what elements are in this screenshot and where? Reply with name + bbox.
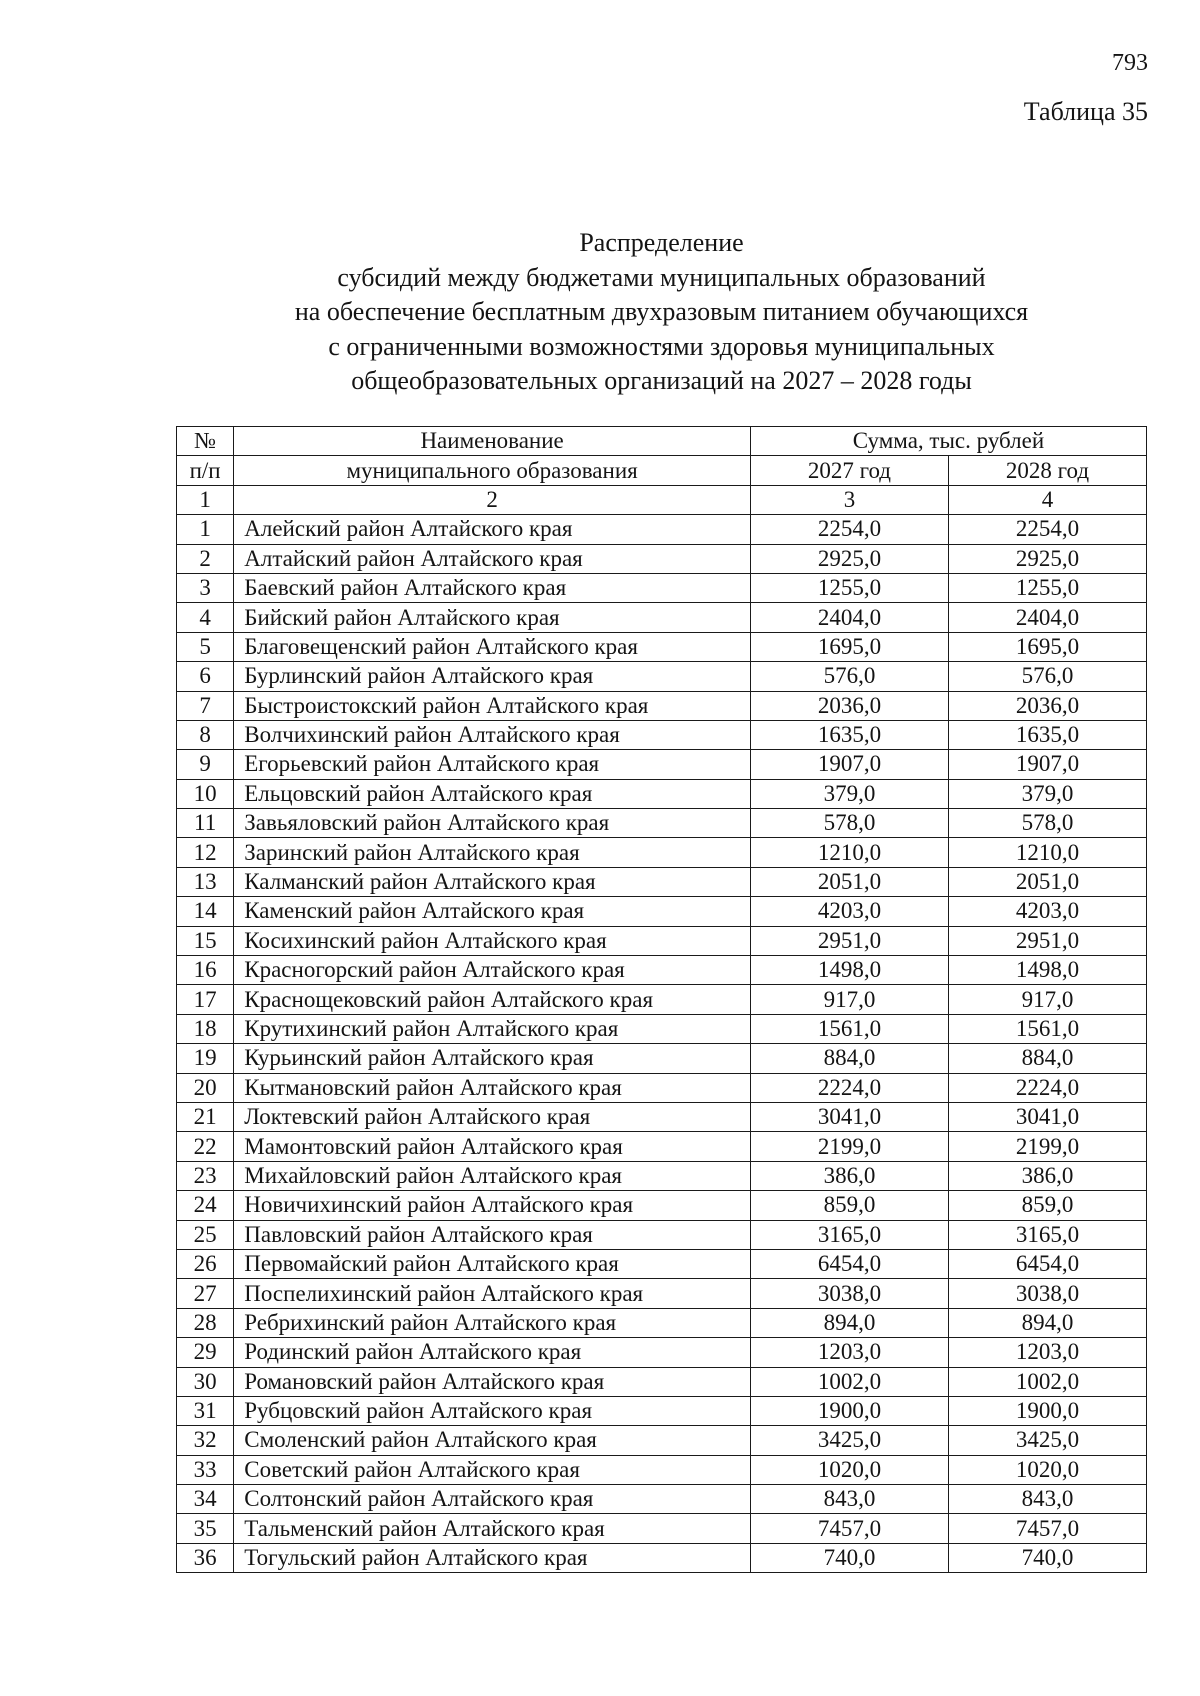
- amount-2028: 1002,0: [948, 1367, 1146, 1396]
- table-row: [177, 838, 1147, 867]
- header-num-line1: №: [177, 427, 234, 456]
- row-number: 4: [177, 603, 234, 632]
- row-number: 6: [177, 662, 234, 691]
- title-line: общеобразовательных организаций на 2027 – 2028 годы: [351, 366, 972, 395]
- amount-2028: 2051,0: [948, 867, 1146, 896]
- amount-2027: 4203,0: [750, 897, 948, 926]
- table-row: [177, 1514, 1147, 1543]
- amount-2027: 576,0: [750, 662, 948, 691]
- table-row: [177, 1161, 1147, 1190]
- municipality-name: Алейский район Алтайского края: [234, 515, 751, 544]
- table-row: [177, 750, 1147, 779]
- municipality-name: Мамонтовский район Алтайского края: [234, 1132, 751, 1161]
- row-number: 8: [177, 720, 234, 749]
- amount-2027: 2051,0: [750, 867, 948, 896]
- municipality-name: Солтонский район Алтайского края: [234, 1485, 751, 1514]
- amount-2028: 2036,0: [948, 691, 1146, 720]
- amount-2028: 740,0: [948, 1543, 1146, 1572]
- amount-2027: 894,0: [750, 1308, 948, 1337]
- amount-2027: 1210,0: [750, 838, 948, 867]
- amount-2028: 3425,0: [948, 1426, 1146, 1455]
- amount-2027: 2404,0: [750, 603, 948, 632]
- amount-2028: 917,0: [948, 985, 1146, 1014]
- amount-2028: 1210,0: [948, 838, 1146, 867]
- table-row: [177, 1044, 1147, 1073]
- municipality-name: Волчихинский район Алтайского края: [234, 720, 751, 749]
- table-row: [177, 544, 1147, 573]
- table-row: [177, 1249, 1147, 1278]
- municipality-name: Косихинский район Алтайского края: [234, 926, 751, 955]
- amount-2027: 2199,0: [750, 1132, 948, 1161]
- amount-2027: 1900,0: [750, 1396, 948, 1425]
- municipality-name: Советский район Алтайского края: [234, 1455, 751, 1484]
- header-name-line1: Наименование: [234, 427, 751, 456]
- table-row: [177, 1485, 1147, 1514]
- amount-2028: 3041,0: [948, 1102, 1146, 1131]
- amount-2027: 3425,0: [750, 1426, 948, 1455]
- municipality-name: Ребрихинский район Алтайского края: [234, 1308, 751, 1337]
- column-number: 2: [234, 485, 751, 514]
- amount-2027: 1002,0: [750, 1367, 948, 1396]
- table-row: [177, 779, 1147, 808]
- municipality-name: Завьяловский район Алтайского края: [234, 809, 751, 838]
- document-title: [160, 226, 1163, 399]
- table-row: [177, 1308, 1147, 1337]
- table-body: [177, 515, 1147, 1573]
- table-row: [177, 985, 1147, 1014]
- municipality-name: Краснощековский район Алтайского края: [234, 985, 751, 1014]
- amount-2028: 2404,0: [948, 603, 1146, 632]
- title-line: субсидий между бюджетами муниципальных образований: [337, 262, 986, 292]
- row-number: 19: [177, 1044, 234, 1073]
- municipality-name: Баевский район Алтайского края: [234, 573, 751, 602]
- amount-2027: 917,0: [750, 985, 948, 1014]
- table-row: [177, 632, 1147, 661]
- amount-2028: 578,0: [948, 809, 1146, 838]
- table-row: [177, 1220, 1147, 1249]
- header-year-2027: 2027 год: [750, 456, 948, 485]
- row-number: 20: [177, 1073, 234, 1102]
- municipality-name: Егорьевский район Алтайского края: [234, 750, 751, 779]
- municipality-name: Калманский район Алтайского края: [234, 867, 751, 896]
- amount-2028: 576,0: [948, 662, 1146, 691]
- table-row: [177, 1426, 1147, 1455]
- row-number: 35: [177, 1514, 234, 1543]
- row-number: 32: [177, 1426, 234, 1455]
- row-number: 17: [177, 985, 234, 1014]
- title-line: на обеспечение бесплатным двухразовым питанием обучающихся: [294, 297, 1029, 326]
- header-sum-label: Сумма, тыс. рублей: [750, 427, 1146, 456]
- municipality-name: Кытмановский район Алтайского края: [234, 1073, 751, 1102]
- row-number: 1: [177, 515, 234, 544]
- amount-2027: 3165,0: [750, 1220, 948, 1249]
- row-number: 18: [177, 1014, 234, 1043]
- title-line: Распределение: [579, 228, 744, 257]
- amount-2028: 2199,0: [948, 1132, 1146, 1161]
- amount-2027: 2951,0: [750, 926, 948, 955]
- header-name-line2: муниципального образования: [234, 456, 751, 485]
- column-number: 1: [177, 485, 234, 514]
- subsidies-table: [176, 426, 1147, 1573]
- amount-2028: 3165,0: [948, 1220, 1146, 1249]
- table-row: [177, 1279, 1147, 1308]
- table-row: [177, 603, 1147, 632]
- row-number: 12: [177, 838, 234, 867]
- amount-2027: 2036,0: [750, 691, 948, 720]
- header-num-line2: п/п: [177, 456, 234, 485]
- amount-2027: 859,0: [750, 1191, 948, 1220]
- row-number: 10: [177, 779, 234, 808]
- amount-2028: 1561,0: [948, 1014, 1146, 1043]
- table-row: [177, 1543, 1147, 1572]
- page-number: 793: [1112, 50, 1148, 76]
- amount-2027: 3041,0: [750, 1102, 948, 1131]
- amount-2027: 379,0: [750, 779, 948, 808]
- title-line: с ограниченными возможностями здоровья муниципальных: [328, 331, 995, 361]
- amount-2028: 1203,0: [948, 1338, 1146, 1367]
- amount-2027: 386,0: [750, 1161, 948, 1190]
- header-year-2028: 2028 год: [948, 456, 1146, 485]
- amount-2027: 2925,0: [750, 544, 948, 573]
- table-row: [177, 956, 1147, 985]
- amount-2028: 3038,0: [948, 1279, 1146, 1308]
- column-number: 3: [750, 485, 948, 514]
- municipality-name: Тогульский район Алтайского края: [234, 1543, 751, 1572]
- amount-2028: 1020,0: [948, 1455, 1146, 1484]
- row-number: 29: [177, 1338, 234, 1367]
- municipality-name: Смоленский район Алтайского края: [234, 1426, 751, 1455]
- table-row: [177, 573, 1147, 602]
- amount-2027: 1907,0: [750, 750, 948, 779]
- column-number: 4: [948, 485, 1146, 514]
- amount-2028: 2224,0: [948, 1073, 1146, 1102]
- row-number: 26: [177, 1249, 234, 1278]
- row-number: 22: [177, 1132, 234, 1161]
- table-row: [177, 1132, 1147, 1161]
- amount-2028: 1635,0: [948, 720, 1146, 749]
- municipality-name: Локтевский район Алтайского края: [234, 1102, 751, 1131]
- municipality-name: Каменский район Алтайского края: [234, 897, 751, 926]
- municipality-name: Быстроистокский район Алтайского края: [234, 691, 751, 720]
- amount-2027: 1498,0: [750, 956, 948, 985]
- amount-2028: 859,0: [948, 1191, 1146, 1220]
- row-number: 25: [177, 1220, 234, 1249]
- row-number: 13: [177, 867, 234, 896]
- amount-2028: 2254,0: [948, 515, 1146, 544]
- amount-2028: 6454,0: [948, 1249, 1146, 1278]
- amount-2028: 843,0: [948, 1485, 1146, 1514]
- municipality-name: Красногорский район Алтайского края: [234, 956, 751, 985]
- amount-2028: 2925,0: [948, 544, 1146, 573]
- table-label: Таблица 35: [1023, 97, 1148, 126]
- amount-2028: 884,0: [948, 1044, 1146, 1073]
- amount-2027: 1635,0: [750, 720, 948, 749]
- municipality-name: Благовещенский район Алтайского края: [234, 632, 751, 661]
- amount-2027: 740,0: [750, 1543, 948, 1572]
- municipality-name: Михайловский район Алтайского края: [234, 1161, 751, 1190]
- municipality-name: Крутихинский район Алтайского края: [234, 1014, 751, 1043]
- row-number: 21: [177, 1102, 234, 1131]
- row-number: 24: [177, 1191, 234, 1220]
- amount-2028: 7457,0: [948, 1514, 1146, 1543]
- amount-2027: 1255,0: [750, 573, 948, 602]
- row-number: 28: [177, 1308, 234, 1337]
- municipality-name: Бурлинский район Алтайского края: [234, 662, 751, 691]
- table-row: [177, 1396, 1147, 1425]
- row-number: 34: [177, 1485, 234, 1514]
- municipality-name: Тальменский район Алтайского края: [234, 1514, 751, 1543]
- row-number: 11: [177, 809, 234, 838]
- table-row: [177, 1367, 1147, 1396]
- table-row: [177, 897, 1147, 926]
- municipality-name: Алтайский район Алтайского края: [234, 544, 751, 573]
- municipality-name: Павловский район Алтайского края: [234, 1220, 751, 1249]
- table-row: [177, 1455, 1147, 1484]
- row-number: 3: [177, 573, 234, 602]
- municipality-name: Ельцовский район Алтайского края: [234, 779, 751, 808]
- table-row: [177, 926, 1147, 955]
- amount-2027: 3038,0: [750, 1279, 948, 1308]
- row-number: 14: [177, 897, 234, 926]
- row-number: 27: [177, 1279, 234, 1308]
- amount-2027: 843,0: [750, 1485, 948, 1514]
- row-number: 7: [177, 691, 234, 720]
- row-number: 5: [177, 632, 234, 661]
- table-row: [177, 515, 1147, 544]
- table-row: [177, 691, 1147, 720]
- row-number: 33: [177, 1455, 234, 1484]
- row-number: 9: [177, 750, 234, 779]
- municipality-name: Заринский район Алтайского края: [234, 838, 751, 867]
- municipality-name: Романовский район Алтайского края: [234, 1367, 751, 1396]
- amount-2027: 6454,0: [750, 1249, 948, 1278]
- table-row: [177, 720, 1147, 749]
- amount-2028: 386,0: [948, 1161, 1146, 1190]
- amount-2027: 1203,0: [750, 1338, 948, 1367]
- table-row: [177, 1073, 1147, 1102]
- amount-2028: 1255,0: [948, 573, 1146, 602]
- table-row: [177, 867, 1147, 896]
- amount-2028: 379,0: [948, 779, 1146, 808]
- table-row: [177, 1102, 1147, 1131]
- amount-2027: 578,0: [750, 809, 948, 838]
- amount-2028: 1695,0: [948, 632, 1146, 661]
- municipality-name: Родинский район Алтайского края: [234, 1338, 751, 1367]
- row-number: 36: [177, 1543, 234, 1572]
- amount-2027: 1020,0: [750, 1455, 948, 1484]
- amount-2027: 1695,0: [750, 632, 948, 661]
- table-row: [177, 1338, 1147, 1367]
- amount-2027: 1561,0: [750, 1014, 948, 1043]
- amount-2028: 1498,0: [948, 956, 1146, 985]
- table-row: [177, 1191, 1147, 1220]
- amount-2028: 2951,0: [948, 926, 1146, 955]
- municipality-name: Бийский район Алтайского края: [234, 603, 751, 632]
- row-number: 23: [177, 1161, 234, 1190]
- amount-2028: 1907,0: [948, 750, 1146, 779]
- municipality-name: Новичихинский район Алтайского края: [234, 1191, 751, 1220]
- row-number: 31: [177, 1396, 234, 1425]
- amount-2028: 1900,0: [948, 1396, 1146, 1425]
- table-row: [177, 809, 1147, 838]
- table-row: [177, 662, 1147, 691]
- municipality-name: Первомайский район Алтайского края: [234, 1249, 751, 1278]
- amount-2028: 4203,0: [948, 897, 1146, 926]
- table-row: [177, 1014, 1147, 1043]
- amount-2027: 884,0: [750, 1044, 948, 1073]
- amount-2027: 2254,0: [750, 515, 948, 544]
- municipality-name: Поспелихинский район Алтайского края: [234, 1279, 751, 1308]
- row-number: 30: [177, 1367, 234, 1396]
- row-number: 16: [177, 956, 234, 985]
- amount-2027: 7457,0: [750, 1514, 948, 1543]
- row-number: 15: [177, 926, 234, 955]
- amount-2027: 2224,0: [750, 1073, 948, 1102]
- municipality-name: Рубцовский район Алтайского края: [234, 1396, 751, 1425]
- row-number: 2: [177, 544, 234, 573]
- municipality-name: Курьинский район Алтайского края: [234, 1044, 751, 1073]
- amount-2028: 894,0: [948, 1308, 1146, 1337]
